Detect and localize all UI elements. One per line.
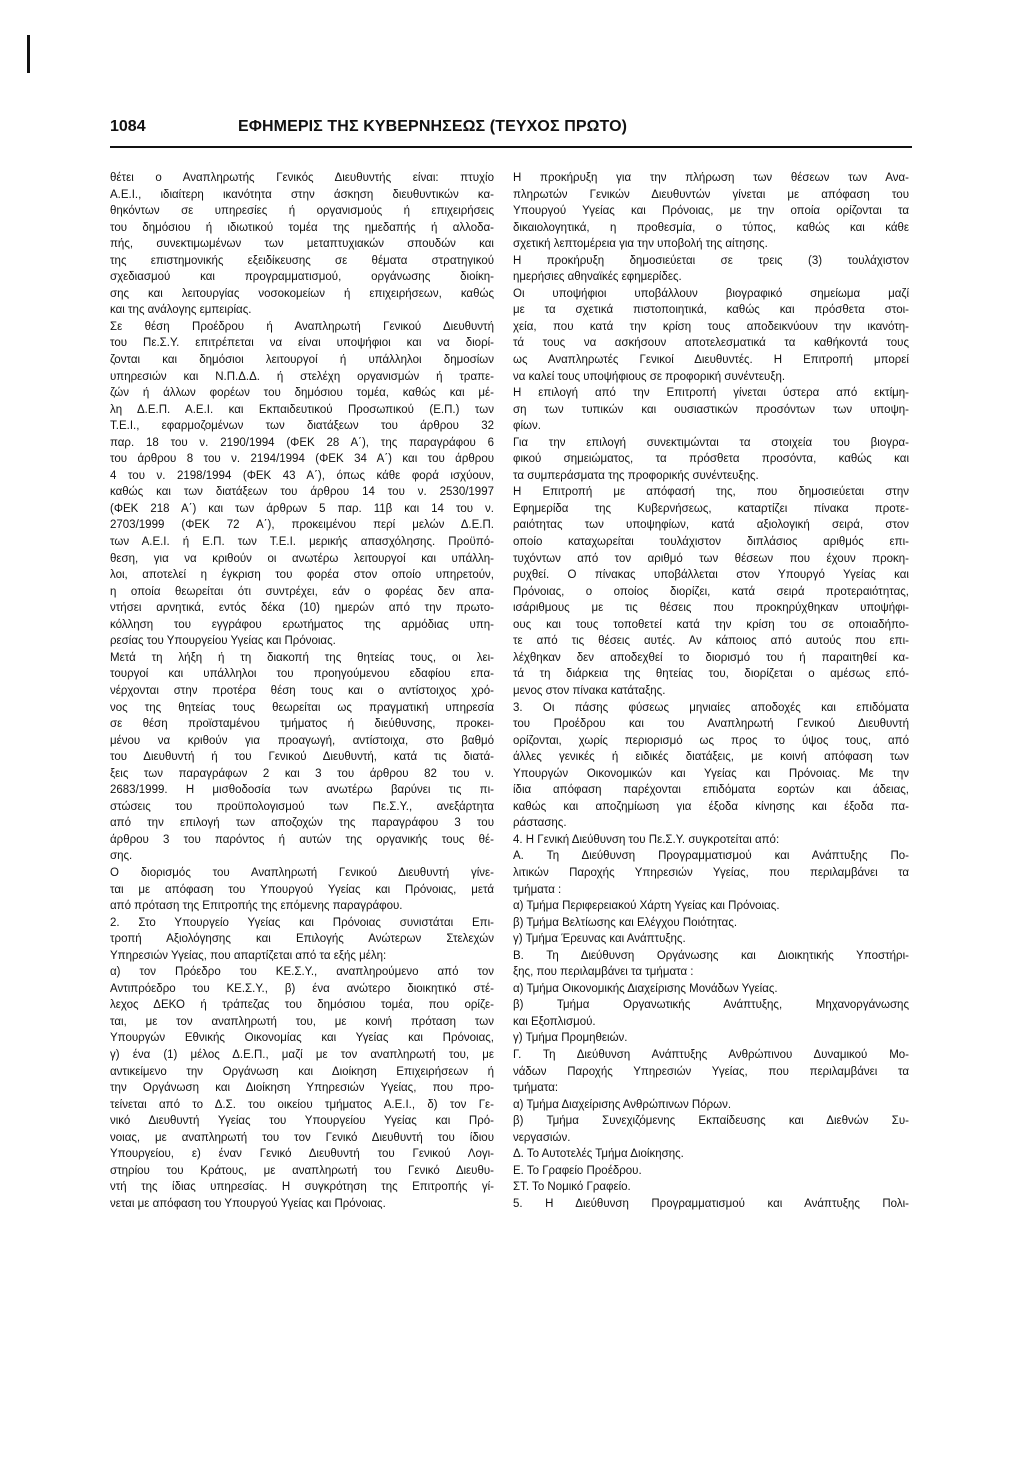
text-line: νεται με απόφαση του Υπουργού Υγείας και Πρόνοιας. xyxy=(110,1197,386,1210)
text-line: 2703/1999 (ΦΕΚ 72 Α΄), προκειμένου περί μελών Δ.Ε.Π. xyxy=(110,519,494,532)
text-line: φίων. xyxy=(513,420,541,433)
text-line: λη Δ.Ε.Π. Α.Ε.Ι. και Εκπαιδευτικού Προσωπικού (Ε.Π.) των xyxy=(110,403,494,416)
scan-edge-rule xyxy=(27,35,30,73)
text-line: ρυχθεί. Ο πίνακας υποβάλλεται στον Υπουργό Υγείας και xyxy=(513,569,909,582)
text-line: ους και τους τοποθετεί κατά την κρίση του σε οποιαδήπο- xyxy=(513,618,909,631)
text-line: τυχόντων από τον αριθμό των θέσεων που έχουν προκη- xyxy=(513,552,909,565)
text-line: 4 του ν. 2198/1994 (ΦΕΚ 43 Α΄), όπως κάθε φορά ισχύουν, xyxy=(110,469,494,482)
text-line: Υπουργείου, ε) έναν Γενικό Διευθυντή του Γενικού Λογι- xyxy=(110,1148,494,1161)
text-line: τροπή Αξιολόγησης και Επιλογής Ανώτερων Στελεχών xyxy=(110,933,494,946)
text-line: β) Τμήμα Συνεχιζόμενης Εκπαίδευσης και Διεθνών Συ- xyxy=(513,1115,909,1128)
text-line: σχετική λεπτομέρεια για την υποβολή της αίτησης. xyxy=(513,238,768,251)
text-line: σης και λειτουργίας νοσοκομείων ή επιχειρήσεων, καθώς xyxy=(110,287,494,300)
text-line: νάδων Παροχής Υπηρεσιών Υγείας, που περιλαμβάνει τα xyxy=(513,1065,909,1078)
text-line: Για την επιλογή συνεκτιμώνται τα στοιχεία του βιογρα- xyxy=(513,436,909,449)
text-line: Α.Ε.Ι., ιδιαίτερη ικανότητα στην άσκηση διευθυντικών κα- xyxy=(110,188,494,201)
text-line: β) Τμήμα Οργανωτικής Ανάπτυξης, Μηχανοργάνωσης xyxy=(513,999,909,1012)
text-line: σχεδιασμού και προγραμματισμού, οργάνωσης διοίκη- xyxy=(110,271,494,284)
text-line: του Προέδρου και του Αναπληρωτή Γενικού Διευθυντή xyxy=(513,718,909,731)
text-line: Οι υποψήφιοι υποβάλλουν βιογραφικό σημείωμα μαζί xyxy=(513,287,909,300)
text-line: Ο διορισμός του Αναπληρωτή Γενικού Διευθυντή γίνε- xyxy=(110,866,494,879)
text-line: από την επιλογή των αποζοχών της παραγράφου 3 του xyxy=(110,817,494,830)
text-line: καθώς και αποζημίωση για έξοδα κίνησης και έξοδα πα- xyxy=(513,800,909,813)
text-line: τμήματα : xyxy=(513,883,562,896)
text-line: στώσεις του προϋπολογισμού των Πε.Σ.Υ., ανεξάρτητα xyxy=(110,800,494,813)
text-line: Υπουργών Οικονομικών και Υγείας και Πρόνοιας. Με την xyxy=(513,767,909,780)
text-line: θηκόντων σε υπηρεσίες ή οργανισμούς ή επιχειρήσεις xyxy=(110,205,494,218)
text-line: κόλληση του εγγράφου ερωτήματος της αρμόδιας υπη- xyxy=(110,618,494,631)
text-line: πληρωτών Γενικών Διευθυντών γίνεται με απόφαση του xyxy=(513,188,909,201)
text-line: 5. Η Διεύθυνση Προγραμματισμού και Ανάπτυξης Πολι- xyxy=(513,1197,909,1210)
text-line: να καλεί τους υποψήφιους σε προφορική συνέντευξη. xyxy=(513,370,786,383)
text-line: Η προκήρυξη δημοσιεύεται σε τρεις (3) τουλάχιστον xyxy=(513,254,909,267)
text-line: από πρόταση της Επιτροπής της επόμενης παραγράφου. xyxy=(110,900,403,913)
text-line: και Εξοπλισμού. xyxy=(513,1015,596,1028)
text-line: Πρόνοιας, ο οποίος διορίζει, κατά σειρά προτεραιότητας, xyxy=(513,585,909,598)
text-line: του δημόσιου ή ιδιωτικού τομέα της ημεδαπής ή αλλοδα- xyxy=(110,221,494,234)
text-line: ξης, που περιλαμβάνει τα τμήματα : xyxy=(513,966,694,979)
text-line: Ε. Το Γραφείο Προέδρου. xyxy=(513,1164,642,1177)
text-line: και της ανάλογης εμπειρίας. xyxy=(110,304,252,317)
text-line: γ) Τμήμα Προμηθειών. xyxy=(513,1032,628,1045)
text-line: δικαιολογητικά, η προθεσμία, ο τύπος, καθώς και κάθε xyxy=(513,221,909,234)
text-line: α) Τμήμα Περιφερειακού Χάρτη Υγείας και Πρόνοιας. xyxy=(513,900,780,913)
text-line: Τ.Ε.Ι., εφαρμοζομένων των διατάξεων του άρθρου 32 xyxy=(110,420,494,433)
text-line: ορίζονται, χωρίς περιορισμό ως προς το ύψος τους, από xyxy=(513,734,909,747)
page-number: 1084 xyxy=(110,118,146,135)
text-line: των Α.Ε.Ι. ή Ε.Π. των Τ.Ε.Ι. μερικής απασχόλησης. Προϋπό- xyxy=(110,536,494,549)
text-line: ημερήσιες αθηναϊκές εφημερίδες. xyxy=(513,271,682,284)
text-line: στηρίου του Κράτους, με αναπληρωτή του Γενικό Διευθυ- xyxy=(110,1164,494,1177)
text-line: ση των τυπικών και ουσιαστικών προσόντων των υποψη- xyxy=(513,403,909,416)
text-line: Υπηρεσιών Υγείας, που απαρτίζεται από τα εξής μέλη: xyxy=(110,949,387,962)
text-line: γ) ένα (1) μέλος Δ.Ε.Π., μαζί με τον αναπληρωτή του, με xyxy=(110,1048,494,1061)
text-line: Δ. Το Αυτοτελές Τμήμα Διοίκησης. xyxy=(513,1148,684,1161)
text-line: Εφημερίδα της Κυβερνήσεως, καταρτίζει πίνακα προτε- xyxy=(513,502,909,515)
text-line: Υπουργών Εθνικής Οικονομίας και Υγείας και Πρόνοιας, xyxy=(110,1032,494,1045)
text-line: Υπουργού Υγείας και Πρόνοιας, με την οποία ορίζονται τα xyxy=(513,205,909,218)
text-line: φικού σημειώματος, τα πρόσθετα προσόντα, καθώς και xyxy=(513,453,909,466)
text-line: υπηρεσιών και Ν.Π.Δ.Δ. ή στελέχη οργανισμών ή τραπε- xyxy=(110,370,494,383)
text-line: 2. Στο Υπουργείο Υγείας και Πρόνοιας συνιστάται Επι- xyxy=(110,916,494,929)
text-line: της επιστημονικής εξειδίκευσης σε θέματα στρατηγικού xyxy=(110,254,494,267)
text-line: νέρχονται στην προτέρα θέση τους και ο αντίστοιχος χρό- xyxy=(110,684,494,697)
text-line: ρεσίας του Υπουργείου Υγείας και Πρόνοιας. xyxy=(110,635,336,648)
text-line: θέτει ο Αναπληρωτής Γενικός Διευθυντής είναι: πτυχίο xyxy=(110,172,494,184)
text-line: λέχθηκαν δεν αποδεχθεί το διορισμό του ή παραιτηθεί κα- xyxy=(513,651,909,664)
text-line: λεχος ΔΕΚΟ ή τράπεζας του δημόσιου τομέα, που ορίζε- xyxy=(110,999,494,1012)
gazette-title: ΕΦΗΜΕΡΙΣ ΤΗΣ ΚΥΒΕΡΝΗΣΕΩΣ (ΤΕΥΧΟΣ ΠΡΩΤΟ) xyxy=(238,118,628,135)
text-line: 4. Η Γενική Διεύθυνση του Πε.Σ.Υ. συγκροτείται από: xyxy=(513,833,780,846)
text-line: γ) Τμήμα Έρευνας και Ανάπτυξης. xyxy=(513,933,686,946)
text-line: ντήσει αρνητικά, εντός δέκα (10) ημερών από την πρωτο- xyxy=(110,602,494,615)
text-line: του άρθρου 8 του ν. 2194/1994 (ΦΕΚ 34 Α΄) και του άρθρου xyxy=(110,453,494,466)
text-line: ίδια απόφαση παρέχονται επιδόματα εορτών και άδειας, xyxy=(513,784,909,797)
text-line: λοι, αποτελεί η έγκριση του φορέα στον οποίο υπηρετούν, xyxy=(110,569,494,582)
text-line: με τα σχετικά πιστοποιητικά, καθώς και πρόσθετα στοι- xyxy=(513,304,909,317)
text-line: β) Τμήμα Βελτίωσης και Ελέγχου Ποιότητας. xyxy=(513,916,738,929)
text-line: ζών ή άλλων φορέων του δημόσιου τομέα, καθώς και μέ- xyxy=(110,387,494,400)
text-line: την Οργάνωση και Διοίκηση Υπηρεσιών Υγείας, που προ- xyxy=(110,1082,494,1095)
text-line: ντή της ίδιας υπηρεσίας. Η συγκρότηση της Επιτροπής γί- xyxy=(110,1181,494,1194)
text-line: νος της θητείας τους θεωρείται ως πραγματική υπηρεσία xyxy=(110,701,494,714)
text-line: μενος στον πίνακα κατάταξης. xyxy=(513,684,666,697)
page-header xyxy=(110,116,912,148)
text-line: θεση, για να κριθούν οι ανωτέρω λειτουργοί και υπάλλη- xyxy=(110,552,494,565)
text-line: νοιας, με αναπληρωτή του τον Γενικό Διευθυντή του ίδιου xyxy=(110,1131,494,1144)
text-line: η οποία θεωρείται ότι συντρέχει, εάν ο φορέας δεν απα- xyxy=(110,585,494,598)
text-line: 2683/1999. Η μισθοδοσία των ανωτέρω βαρύνει τις πι- xyxy=(110,784,494,797)
text-line: ράστασης. xyxy=(513,817,567,830)
left-text-column xyxy=(110,170,494,1212)
text-line: οποίο καταχωρείται τουλάχιστον διπλάσιος αριθμός επι- xyxy=(513,536,909,549)
text-line: ται, με τον αναπληρωτή του, με κοινή πρόταση των xyxy=(110,1015,494,1028)
text-line: τά τη διάρκεια της θητείας του, διορίζεται ο αμέσως επό- xyxy=(513,668,909,681)
text-line: Η Επιτροπή με απόφασή της, που δημοσιεύεται στην xyxy=(513,486,909,499)
text-line: Σε θέση Προέδρου ή Αναπληρωτή Γενικού Διευθυντή xyxy=(110,320,494,333)
text-line: α) Τμήμα Οικονομικής Διαχείρισης Μονάδων Υγείας. xyxy=(513,982,778,995)
text-line: Γ. Τη Διεύθυνση Ανάπτυξης Ανθρώπινου Δυναμικού Μο- xyxy=(513,1048,909,1061)
text-line: (ΦΕΚ 218 Α΄) και των άρθρων 5 παρ. 11β και 14 του ν. xyxy=(110,502,494,515)
text-line: νικό Διευθυντή Υγείας του Υπουργείου Υγείας και Πρό- xyxy=(110,1115,494,1128)
text-line: πής, συνεκτιμωμένων των μεταπτυχιακών σπουδών και xyxy=(110,238,494,251)
text-line: τείνεται από το Δ.Σ. του οικείου τμήματος Α.Ε.Ι., δ) τον Γε- xyxy=(110,1098,494,1111)
text-line: τα συμπεράσματα της προφορικής συνέντευξης. xyxy=(513,469,759,482)
text-line: ζονται και δημόσιοι λειτουργοί ή υπάλληλοι δημοσίων xyxy=(110,354,494,367)
text-line: Μετά τη λήξη ή τη διακοπή της θητείας τους, οι λει- xyxy=(110,651,494,664)
text-line: Η προκήρυξη για την πλήρωση των θέσεων των Ανα- xyxy=(513,172,909,184)
text-line: μένου να κριθούν για προαγωγή, αντίστοιχα, στο βαθμό xyxy=(110,734,494,747)
text-line: ισάριθμους με τις θέσεις που προκηρύχθηκαν υποψήφι- xyxy=(513,602,909,615)
text-line: Α. Τη Διεύθυνση Προγραμματισμού και Ανάπτυξης Πο- xyxy=(513,850,909,863)
text-line: του Πε.Σ.Υ. επιτρέπεται να είναι υποψήφιοι και να διορί- xyxy=(110,337,494,350)
text-line: σης. xyxy=(110,850,133,863)
text-line: Η επιλογή από την Επιτροπή γίνεται ύστερα από εκτίμη- xyxy=(513,387,909,400)
text-line: άλλες γενικές ή ειδικές διατάξεις, με κοινή απόφαση των xyxy=(513,751,909,764)
text-line: ως Αναπληρωτές Γενικοί Διευθυντές. Η Επιτροπή μπορεί xyxy=(513,354,909,367)
text-line: τμήματα: xyxy=(513,1082,559,1095)
text-line: του Διευθυντή ή του Γενικού Διευθυντή, κατά τις διατά- xyxy=(110,751,494,764)
text-line: ξεις των παραγράφων 2 και 3 του άρθρου 82 του ν. xyxy=(110,767,494,780)
text-line: τε από τις θέσεις αυτές. Αν κάποιος από αυτούς που επι- xyxy=(513,635,909,648)
text-line: α) τον Πρόεδρο του ΚΕ.Σ.Υ., αναπληρούμενο από τον xyxy=(110,966,494,979)
text-line: αντικείμενο την Οργάνωση και Διοίκηση Επιχειρήσεων ή xyxy=(110,1065,494,1078)
text-line: Αντιπρόεδρο του ΚΕ.Σ.Υ., β) ένα ανώτερο διοικητικό στέ- xyxy=(110,982,494,995)
text-line: ραιότητας των υποψηφίων, κατά αξιολογική σειρά, στον xyxy=(513,519,909,532)
text-line: άρθρου 3 του παρόντος ή αυτών της οργανικής τους θέ- xyxy=(110,833,494,846)
text-line: ΣΤ. Το Νομικό Γραφείο. xyxy=(513,1181,631,1194)
text-line: χεία, που κατά την κρίση τους αποδεικνύουν την ικανότη- xyxy=(513,320,909,333)
text-line: Β. Τη Διεύθυνση Οργάνωσης και Διοικητικής Υποστήρι- xyxy=(513,949,909,962)
text-line: νεργασιών. xyxy=(513,1131,571,1144)
text-line: σε θέση προϊσταμένου τμήματος ή διεύθυνσης, προκει- xyxy=(110,718,494,731)
text-line: ται με απόφαση του Υπουργού Υγείας και Πρόνοιας, μετά xyxy=(110,883,494,896)
right-text-column xyxy=(513,170,909,1212)
text-line: καθώς και των διατάξεων του άρθρου 14 του ν. 2530/1997 xyxy=(110,486,494,499)
text-line: παρ. 18 του ν. 2190/1994 (ΦΕΚ 28 Α΄), της παραγράφου 6 xyxy=(110,436,494,449)
text-line: τά τους να ασκήσουν αποτελεσματικά τα καθήκοντά τους xyxy=(513,337,909,350)
text-line: 3. Οι πάσης φύσεως μηνιαίες αποδοχές και επιδόματα xyxy=(513,701,909,714)
text-line: α) Τμήμα Διαχείρισης Ανθρώπινων Πόρων. xyxy=(513,1098,732,1111)
text-line: τουργοί και υπάλληλοι του προηγούμενου εδαφίου επα- xyxy=(110,668,494,681)
text-line: λιτικών Παροχής Υπηρεσιών Υγείας, που περιλαμβάνει τα xyxy=(513,866,909,879)
